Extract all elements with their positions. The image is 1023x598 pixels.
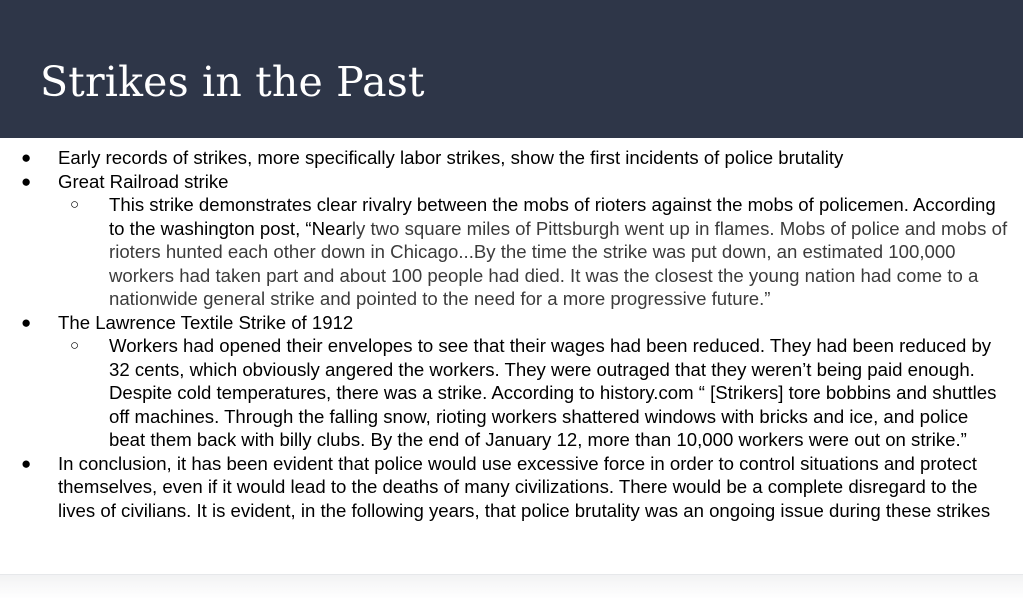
sub-bullet-text: Workers had opened their envelopes to see that their wages had been reduced. They had been reduced by 32 cents, which obviously angered the workers. They were outraged that they weren’t being paid enough. Despite cold temperatures, there was a strike. According to history.com “ [Strikers] tore bobbins and shuttles off machines. Through the falling snow, rioting workers shattered windows with bricks and ice, and police beat them back with billy clubs. By the end of January 12, more than 10,000 workers were out on strike.” [109, 335, 997, 450]
slide-bottom-edge [0, 574, 1023, 598]
sub-bullet-text-quote-intro: This strike demonstrates clear rivalry between the mobs of rioters against the mobs of policemen. According to the washington post, “Near [109, 194, 996, 239]
bullet-dot-icon: ● [21, 171, 32, 191]
bullet-text: Early records of strikes, more specifically labor strikes, show the first incidents of police brutality [58, 147, 844, 168]
title-bar [0, 0, 1023, 138]
slide-body [0, 146, 1023, 522]
slide-title: Strikes in the Past [40, 58, 425, 106]
sub-bullet-item [0, 193, 1009, 311]
bullet-dot-icon: ● [21, 453, 32, 473]
sub-bullet-item [0, 334, 1009, 452]
bullet-text: Great Railroad strike [58, 170, 229, 192]
bullet-text: In conclusion, it has been evident that police would use excessive force in order to control situations and protect themselves, even if it would lead to the deaths of many civilizations. There would be a complete disregard to the lives of civilians. It is evident, in the following years, that police brutality was an ongoing issue during these strikes [58, 452, 991, 521]
bullet-circle-icon: ○ [70, 196, 80, 213]
bullet-item [0, 170, 1006, 194]
bullet-text: The Lawrence Textile Strike of 1912 [58, 311, 354, 333]
bullet-dot-icon: ● [21, 148, 32, 167]
bullet-item [0, 452, 1006, 523]
bullet-item [0, 146, 1006, 170]
sub-bullet-text-quote: ly two square miles of Pittsburgh went up in flames. Mobs of police and mobs of rioters hunted each other down in Chicago...By the time the strike was put down, an estimated 100,000 workers had taken part and about 100 people had died. It was the closest the young nation had come to a nationwide general strike and pointed to the need for a more progressive future.” [109, 217, 1008, 309]
bullet-item [0, 311, 1006, 335]
bullet-circle-icon: ○ [70, 337, 80, 354]
bullet-dot-icon: ● [21, 312, 32, 332]
